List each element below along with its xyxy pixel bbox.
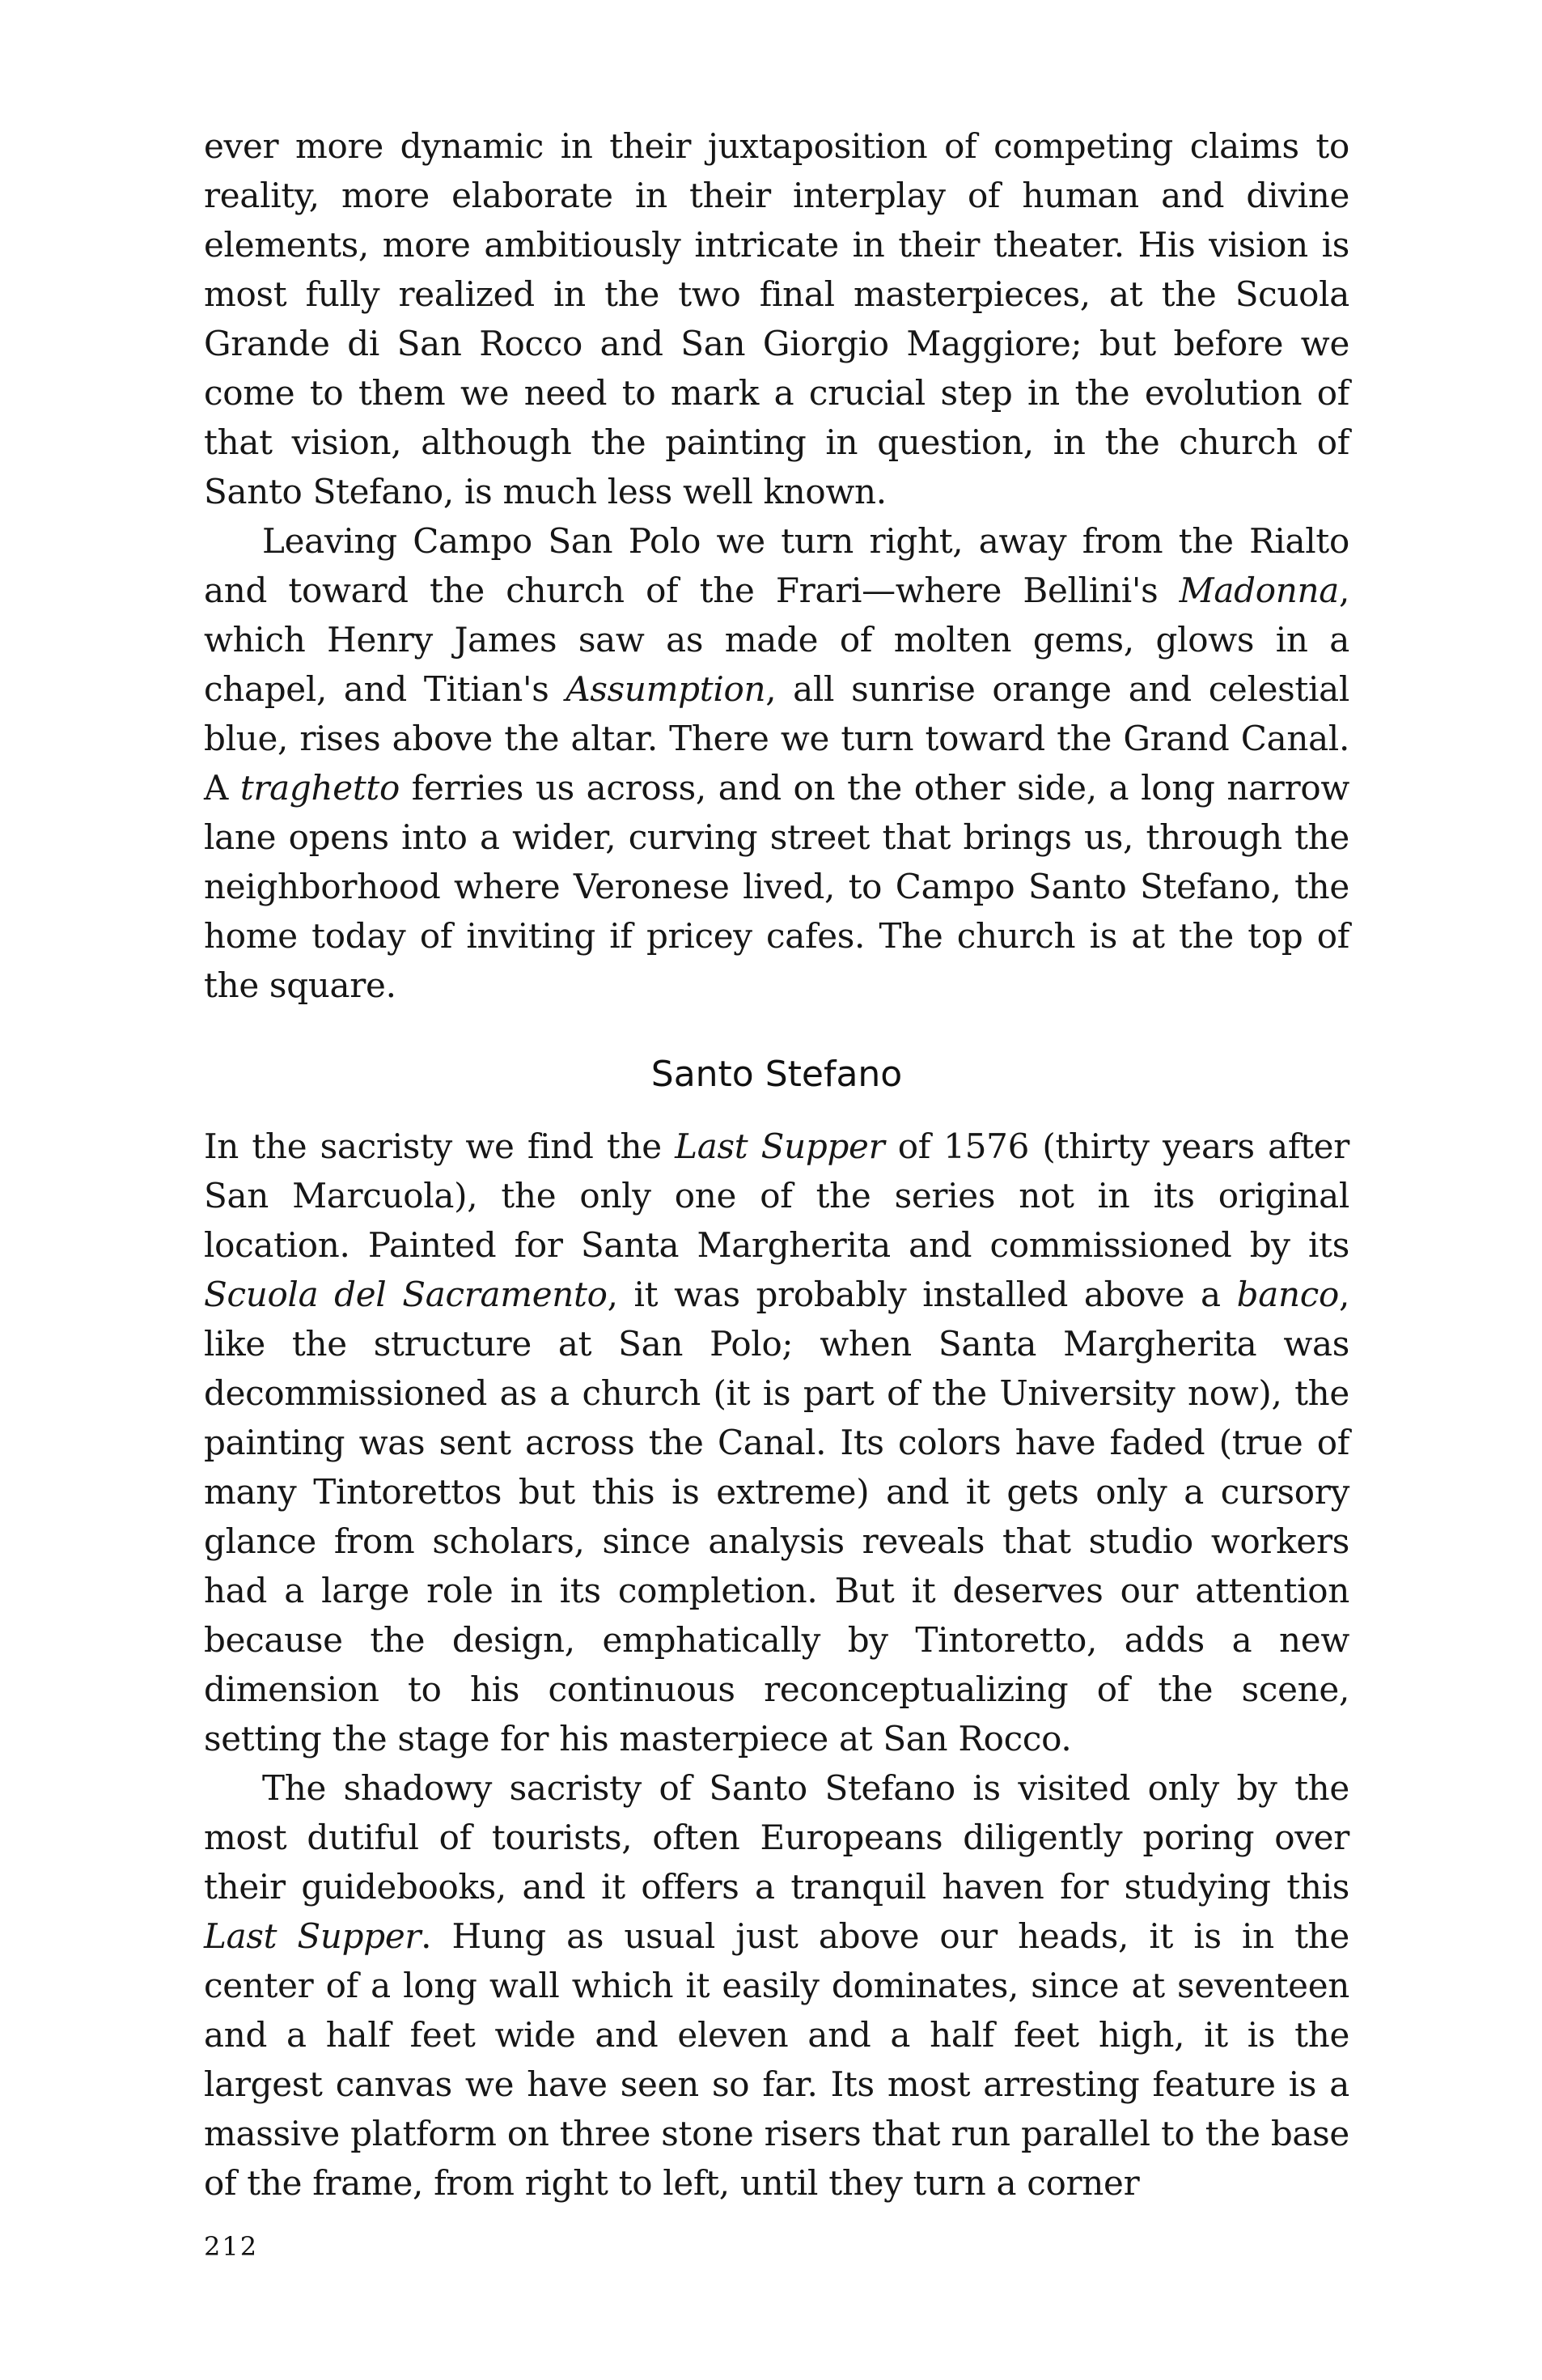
text-run: , it was probably installed above a (607, 1275, 1237, 1314)
intro-paragraph-1: ever more dynamic in their juxtaposition of competing claims to reality, more elaborate in their interplay of human and divine elements, more ambitiously intricate in their theater. His vision is most fully realized in the two final masterpieces, at the Scuola Grande di San Rocco and San Giorgio Maggiore; but before we come to them we need to mark a crucial step in the evolution of that vision, although the painting in question, in the church of Santo Stefano, is much less well known. (204, 126, 1349, 511)
text-run: of 1576 (thirty years after San Marcuola), the only one of the series not in its original location. Painted for Santa Margherita and commissioned by its (204, 1126, 1349, 1265)
section-heading: Santo Stefano (650, 1054, 903, 1095)
text-run: , which Henry James saw as made of molten gems, glows in a chapel, and Titian's (204, 571, 1349, 709)
intro-text (204, 121, 1349, 1010)
italic-term-scuola: Scuola del Sacramento (204, 1275, 608, 1314)
text-run: Leaving Campo San Polo we turn right, away from the Rialto and toward the church of the Frari—where Bellini's (204, 521, 1349, 610)
text-run: In the sacristy we find the (204, 1126, 676, 1166)
text-run: , all sunrise orange and celestial blue, rises above the altar. There we turn toward the Grand Canal. A (204, 669, 1350, 808)
intro-paragraph-2 (204, 516, 1349, 1010)
italic-term-traghetto: traghetto (239, 768, 400, 808)
section-text (204, 1122, 1349, 2208)
italic-term-banco: banco (1236, 1275, 1339, 1314)
italic-title-last-supper: Last Supper (675, 1126, 885, 1166)
italic-title-assumption: Assumption (566, 669, 766, 709)
page-number: 212 (204, 2231, 259, 2262)
section-paragraph-1 (204, 1122, 1349, 1763)
text-run: ferries us across, and on the other side, a long narrow lane opens into a wider, curving street that brings us, through the neighborhood where Veronese lived, to Campo Santo Stefano, the home today of inviting if pricey cafes. The church is at the top of the square. (204, 768, 1349, 1005)
text-run: The shadowy sacristy of Santo Stefano is visited only by the most dutiful of tourists, often Europeans diligently poring over their guidebooks, and it offers a tranquil haven for studying this (204, 1768, 1349, 1907)
italic-title-madonna: Madonna (1179, 571, 1339, 610)
section-paragraph-2 (204, 1763, 1349, 2208)
book-page (204, 121, 1349, 2266)
italic-title-last-supper: Last Supper (204, 1916, 422, 1956)
text-run: , like the structure at San Polo; when Santa Margherita was decommissioned as a church (it is part of the University now), the painting was sent across the Canal. Its colors have faded (true of many Tintorettos but this is extreme) and it gets only a cursory glance from scholars, since analysis reveals that studio workers had a large role in its completion. But it deserves our attention because the design, emphatically by Tintoretto, adds a new dimension to his continuous reconceptualizing of the scene, setting the stage for his masterpiece at San Rocco. (204, 1275, 1350, 1758)
section-heading-wrap (204, 1052, 1349, 1097)
text-run: . Hung as usual just above our heads, it is in the center of a long wall which it easily dominates, since at seventeen and a half feet wide and eleven and a half feet high, it is the largest canvas we have seen so far. Its most arresting feature is a massive platform on three stone risers that run parallel to the base of the frame, from right to left, until they turn a corner (204, 1916, 1349, 2203)
